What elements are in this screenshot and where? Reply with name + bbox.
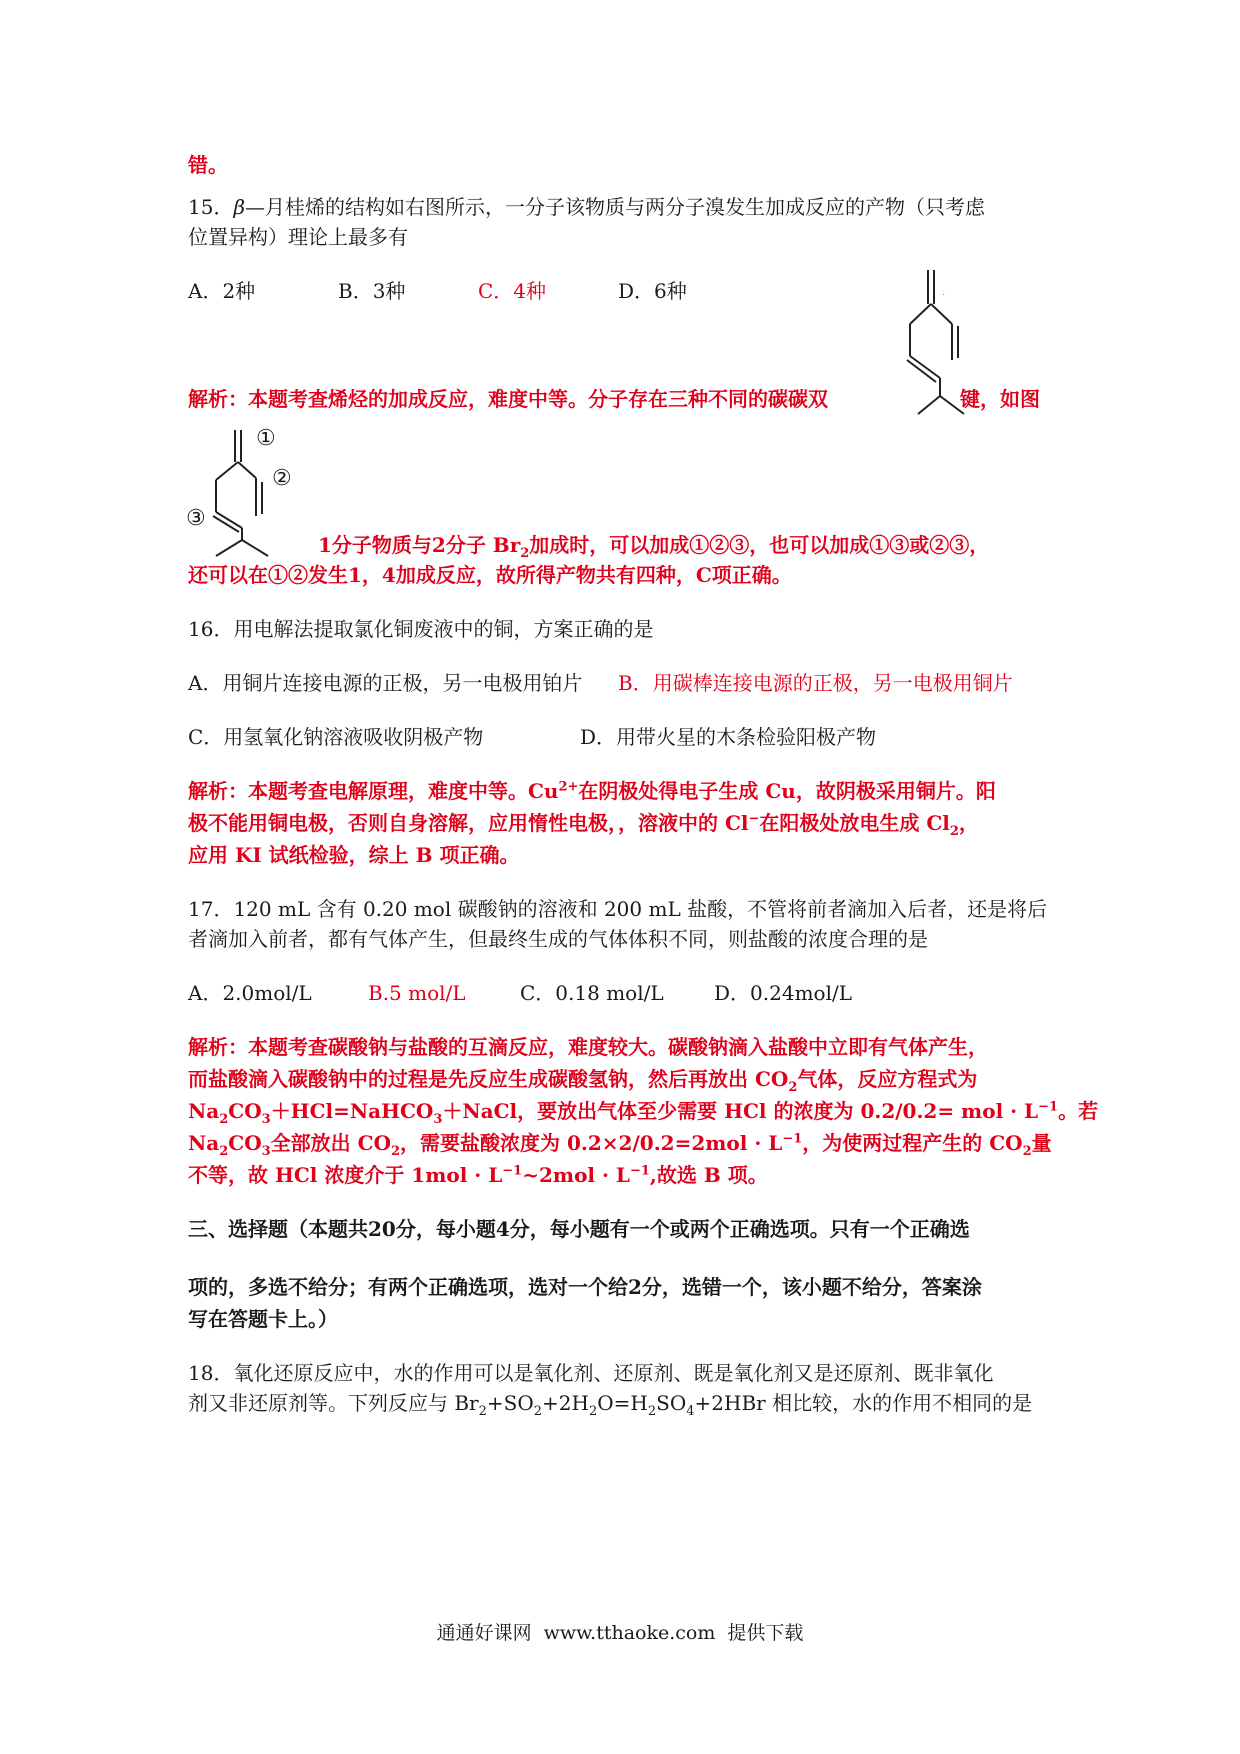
q15-analysis-sub: 2	[520, 546, 530, 561]
q18-stem-line1	[188, 1358, 993, 1388]
q15-stem-text1: —月桂烯的结构如右图所示，一分子该物质与两分子溴发生加成反应的产物（只考虑	[245, 195, 986, 219]
bond-mark-1: ①	[256, 426, 276, 451]
svg-text:·: ·	[942, 290, 946, 301]
q15-stem-line1	[188, 192, 985, 222]
q17-option-a: A．2.0mol/L	[188, 981, 312, 1005]
q15-analysis-line2	[318, 530, 989, 560]
q18-l2f: +2HBr 相比较，水的作用不相同的是	[694, 1391, 1033, 1415]
q17-an4s4: 2	[1022, 1144, 1032, 1159]
q17-an4s1: 2	[219, 1144, 229, 1159]
q17-an4d: ，需要盐酸浓度为 0.2×2/0.2=2mol · L	[400, 1131, 783, 1155]
q16-an2sup: −	[748, 811, 760, 827]
q17-an3s3: 3	[433, 1112, 443, 1127]
q18-l2b: +SO	[486, 1391, 534, 1415]
q15-stem-text2: 位置异构）理论上最多有	[188, 225, 408, 249]
q17-stem-text2: 者滴加入前者，都有气体产生，但最终生成的气体体积不同，则盐酸的浓度合理的是	[188, 927, 928, 951]
q16-stem	[188, 614, 653, 644]
q18-l2e: SO	[656, 1391, 687, 1415]
q17-an3d: ＋NaCl，要放出气体至少需要 HCl 的浓度为 0.2/0.2= mol · L	[442, 1099, 1039, 1123]
q17-an1: 解析：本题考查碳酸钠与盐酸的互滴反应，难度较大。碳酸钠滴入盐酸中立即有气体产生，	[188, 1035, 988, 1059]
q18-stem-text1: 18．氧化还原反应中，水的作用可以是氧化剂、还原剂、既是氧化剂又是还原剂、既非氧化	[188, 1361, 994, 1385]
q16-an1a: 解析：本题考查电解原理，难度中等。Cu	[188, 779, 559, 803]
q16-analysis-line1	[188, 776, 996, 806]
section3-text2: 项的，多选不给分；有两个正确选项，选对一个给2分，选错一个，该小题不给分，答案涂	[188, 1275, 982, 1299]
q17-an3s1: 2	[219, 1112, 229, 1127]
q17-an2sub: 2	[788, 1080, 798, 1095]
q16-an2c: ，	[958, 811, 979, 835]
q15-option-c-correct: C．4种	[478, 279, 547, 303]
q16-an2b: 在阳极处放电生成 Cl	[759, 811, 950, 835]
footer-site-name: 通通好课网	[436, 1622, 532, 1644]
q15-number: 15．	[188, 195, 234, 219]
q17-option-b-correct: B.5 mol/L	[368, 981, 466, 1005]
q16-analysis-line2	[188, 808, 979, 838]
q17-analysis-line1	[188, 1032, 988, 1062]
q17-an4sup: −1	[782, 1131, 803, 1147]
q17-an5sup2: −1	[629, 1163, 650, 1179]
q15-option-d: D．6种	[618, 279, 687, 303]
q17-an4s2: 3	[261, 1144, 271, 1159]
q17-an2a: 而盐酸滴入碳酸钠中的过程是先反应生成碳酸氢钠，然后再放出 CO	[188, 1067, 789, 1091]
q18-l2a: 剂又非还原剂等。下列反应与 Br	[188, 1391, 479, 1415]
prev-analysis-tail-text: 错。	[188, 153, 228, 177]
footer-url-link[interactable]: www.tthaoke.com	[543, 1622, 716, 1644]
q16-analysis-line3	[188, 840, 520, 870]
q18-l2d: O=H	[597, 1391, 648, 1415]
q17-an4f: 量	[1031, 1131, 1052, 1155]
q16-option-c: C．用氢氧化钠溶液吸收阴极产物	[188, 725, 484, 749]
q17-an5b: ~2mol · L	[522, 1163, 630, 1187]
section3-heading-line3	[188, 1304, 338, 1334]
q16-option-a: A．用铜片连接电源的正极，另一电极用铂片	[188, 671, 583, 695]
footer-tail: 提供下载	[727, 1622, 804, 1644]
q15-option-a: A．2种	[188, 279, 256, 303]
q16-an2a: 极不能用铜电极，否则自身溶解，应用惰性电极，，溶液中的 Cl	[188, 811, 749, 835]
section3-heading-line2	[188, 1272, 982, 1302]
q18-stem-line2	[188, 1388, 1032, 1418]
q15-analysis-line1	[188, 384, 828, 414]
q15-analysis-text2b: 加成时，可以加成①②③，也可以加成①③或②③，	[529, 533, 990, 557]
q17-an3a: Na	[188, 1099, 220, 1123]
q18-s1: 2	[478, 1404, 487, 1419]
q15-analysis-text2a: 1分子物质与2分子 Br	[318, 533, 521, 557]
q15-analysis-line1-tail	[960, 384, 1040, 414]
myrcene-labeled-figure	[186, 420, 316, 560]
q17-an4a: Na	[188, 1131, 220, 1155]
q17-analysis-line2	[188, 1064, 977, 1094]
q17-stem-line1	[188, 894, 1047, 924]
q17-option-d: D．0.24mol/L	[714, 981, 852, 1005]
q15-option-b: B．3种	[338, 279, 406, 303]
section3-text3: 写在答题卡上。）	[188, 1307, 338, 1331]
page-footer	[0, 1618, 1240, 1645]
q16-an2sub: 2	[949, 824, 959, 839]
q17-analysis-line4	[188, 1128, 1052, 1158]
q17-an3e: 。若	[1058, 1099, 1099, 1123]
q16-an1b: 在阴极处得电子生成 Cu，故阴极采用铜片。阳	[578, 779, 996, 803]
q17-stem-line2	[188, 924, 928, 954]
q17-an4s3: 2	[391, 1144, 401, 1159]
q17-an4e: ，为使两过程产生的 CO	[802, 1131, 1023, 1155]
q15-analysis-text1: 解析：本题考查烯烃的加成反应，难度中等。分子存在三种不同的碳碳双	[188, 387, 828, 411]
q17-stem-text1: 17．120 mL 含有 0.20 mol 碳酸钠的溶液和 200 mL 盐酸，不管将前者滴加入后者，还是将后	[188, 897, 1048, 921]
q17-analysis-line3	[188, 1096, 1098, 1126]
bond-mark-2: ②	[272, 466, 292, 491]
q17-an4b: CO	[228, 1131, 262, 1155]
q17-an5a: 不等，故 HCl 浓度介于 1mol · L	[188, 1163, 503, 1187]
bond-mark-3: ③	[186, 506, 206, 531]
q16-an3: 应用 KI 试纸检验，综上 B 项正确。	[188, 843, 520, 867]
q16-stem-text: 16．用电解法提取氯化铜废液中的铜，方案正确的是	[188, 617, 654, 641]
q15-analysis-line3	[188, 560, 792, 590]
q17-an5sup1: −1	[502, 1163, 523, 1179]
q16-option-b-correct: B．用碳棒连接电源的正极，另一电极用铜片	[618, 671, 1013, 695]
q17-analysis-line5	[188, 1160, 768, 1190]
q17-an3sup: −1	[1038, 1099, 1059, 1115]
prev-analysis-tail	[188, 150, 228, 180]
q15-analysis-text1-tail: 键，如图	[960, 387, 1040, 411]
q18-s5: 4	[686, 1404, 695, 1419]
q16-option-d: D．用带火星的木条检验阳极产物	[580, 725, 877, 749]
q15-stem-line2	[188, 222, 408, 252]
q15-analysis-text3: 还可以在①②发生1，4加成反应，故所得产物共有四种，C项正确。	[188, 563, 792, 587]
q15-beta: β	[233, 195, 246, 219]
q18-s2: 2	[533, 1404, 543, 1419]
q17-an2b: 气体，反应方程式为	[797, 1067, 978, 1091]
q17-an3b: CO	[228, 1099, 262, 1123]
q16-an1sup: 2+	[558, 779, 579, 795]
q18-s4: 2	[647, 1404, 657, 1419]
q17-an3s2: 3	[261, 1112, 271, 1127]
q17-an4c: 全部放出 CO	[270, 1131, 391, 1155]
section3-heading-line1	[188, 1214, 970, 1244]
q17-an5c: ,故选 B 项。	[649, 1163, 768, 1187]
q18-s3: 2	[588, 1404, 598, 1419]
q18-l2c: +2H	[542, 1391, 589, 1415]
q17-an3c: ＋HCl=NaHCO	[270, 1099, 434, 1123]
q17-option-c: C．0.18 mol/L	[520, 981, 664, 1005]
section3-text1: 三、选择题（本题共20分，每小题4分，每小题有一个或两个正确选项。只有一个正确选	[188, 1217, 970, 1241]
